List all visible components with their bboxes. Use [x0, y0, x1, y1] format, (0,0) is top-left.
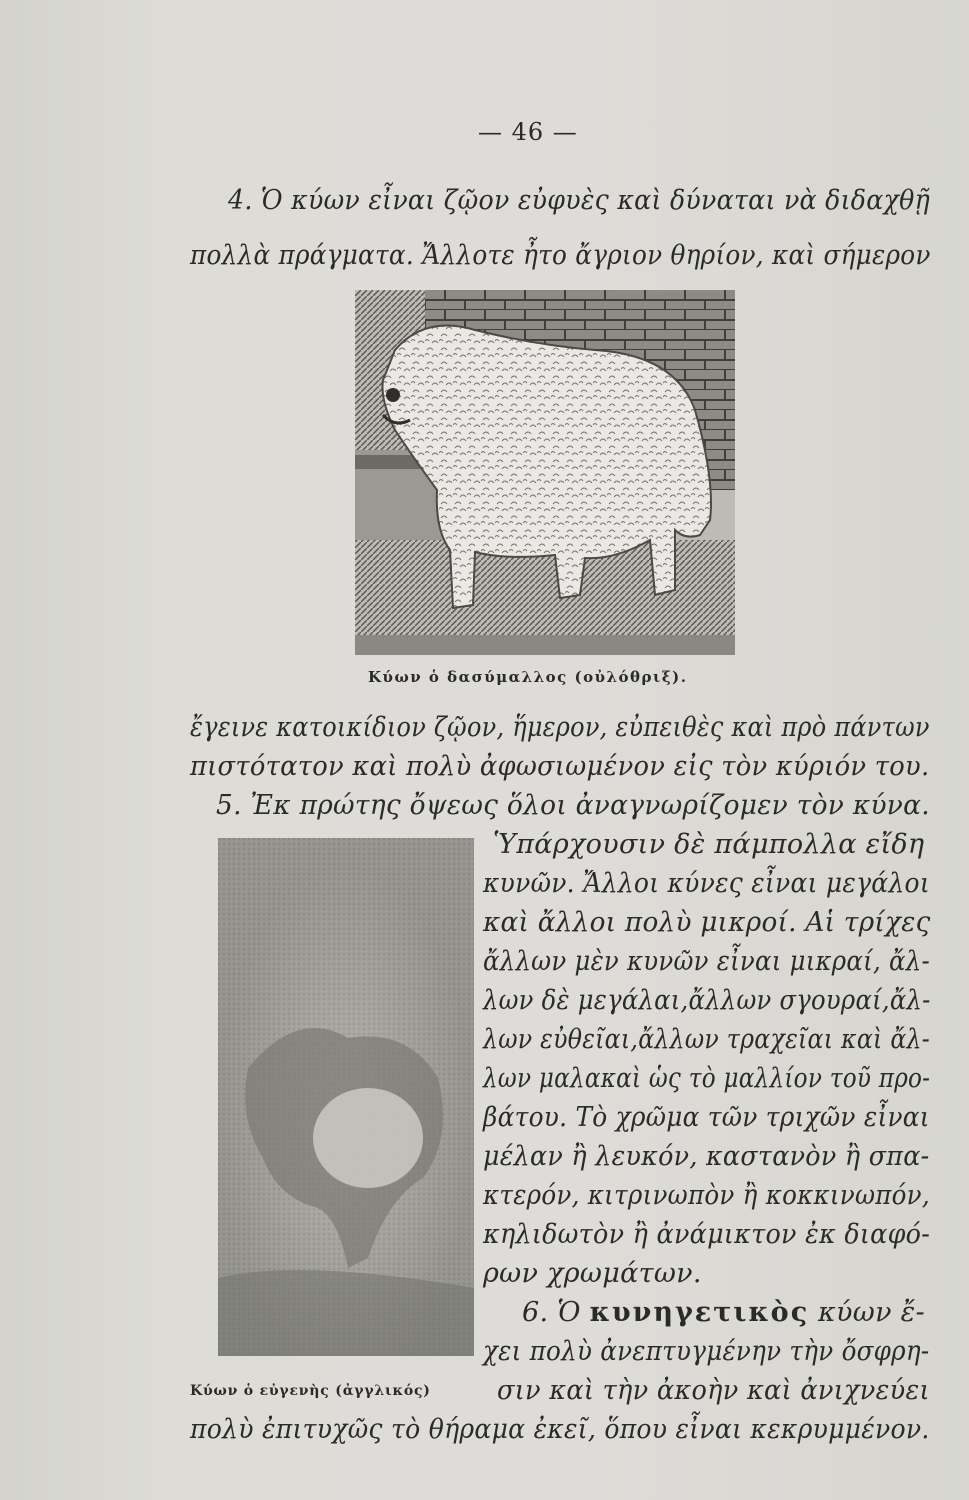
text-line: λων μαλακαὶ ὡς τὸ μαλλίον τοῦ προ- [483, 1063, 931, 1094]
text-line: 5. Ἐκ πρώτης ὄψεως ὅλοι ἀναγνωρίζομεν τὸν κύνα. [216, 790, 930, 821]
paragraph-six-line [522, 1298, 925, 1328]
text-line: λων εὐθεῖαι,ἄλλων τραχεῖαι καὶ ἄλ- [483, 1024, 931, 1055]
text-line: ἄλλων μὲν κυνῶν εἶναι μικραί, ἄλ- [483, 946, 930, 977]
text-line: πολὺ ἐπιτυχῶς τὸ θήραμα ἐκεῖ, ὅπου εἶναι κεκρυμμένον. [190, 1414, 930, 1445]
text-line: σιν καὶ τὴν ἀκοὴν καὶ ἀνιχνεύει [497, 1375, 930, 1406]
text-line: 4. Ὁ κύων εἶναι ζῷον εὐφυὲς καὶ δύναται νὰ διδαχθῇ [228, 185, 930, 216]
text-line: ἔγεινε κατοικίδιον ζῷον, ἥμερον, εὐπειθὲς καὶ πρὸ πάντων [190, 712, 930, 743]
text-line: χει πολὺ ἀνεπτυγμένην τὴν ὄσφρη- [483, 1336, 930, 1367]
bold-term: κυνηγετικὸς [589, 1297, 810, 1328]
text-line: λων δὲ μεγάλαι,ἄλλων σγουραί,ἄλ- [483, 985, 931, 1016]
text-line: κτερόν, κιτρινωπὸν ἢ κοκκινωπόν, [483, 1180, 930, 1211]
text-line: Ὑπάρχουσιν δὲ πάμπολλα εἴδη [493, 829, 925, 860]
text-line: πιστότατον καὶ πολὺ ἀφωσιωμένον εἰς τὸν κύριόν του. [190, 751, 930, 782]
shaggy-dog-illustration [355, 290, 735, 655]
text-line: βάτου. Τὸ χρῶμα τῶν τριχῶν εἶναι [483, 1102, 930, 1133]
text-fragment: κύων ἔ- [818, 1297, 925, 1328]
text-line: κυνῶν. Ἄλλοι κύνες εἶναι μεγάλοι [483, 868, 930, 899]
paragraph-six-number: 6. Ὁ [522, 1297, 581, 1328]
figure-caption: Κύων ὁ δασύμαλλος (οὐλόθριξ). [368, 668, 688, 686]
text-line: καὶ ἄλλοι πολὺ μικροί. Αἱ τρίχες [483, 907, 931, 938]
text-line: μέλαν ἢ λευκόν, καστανὸν ἢ σπα- [483, 1141, 930, 1172]
text-line: ρων χρωμάτων. [483, 1258, 702, 1289]
text-line: πολλὰ πράγματα. Ἄλλοτε ἦτο ἄγριον θηρίον, καὶ σήμερον [190, 240, 931, 271]
page-number: — 46 — [478, 118, 578, 146]
figure-caption: Κύων ὁ εὐγενὴς (ἀγγλικός) [190, 1383, 431, 1399]
noble-dog-photograph [218, 838, 474, 1356]
text-line: κηλιδωτὸν ἢ ἀνάμικτον ἐκ διαφό- [483, 1219, 931, 1250]
